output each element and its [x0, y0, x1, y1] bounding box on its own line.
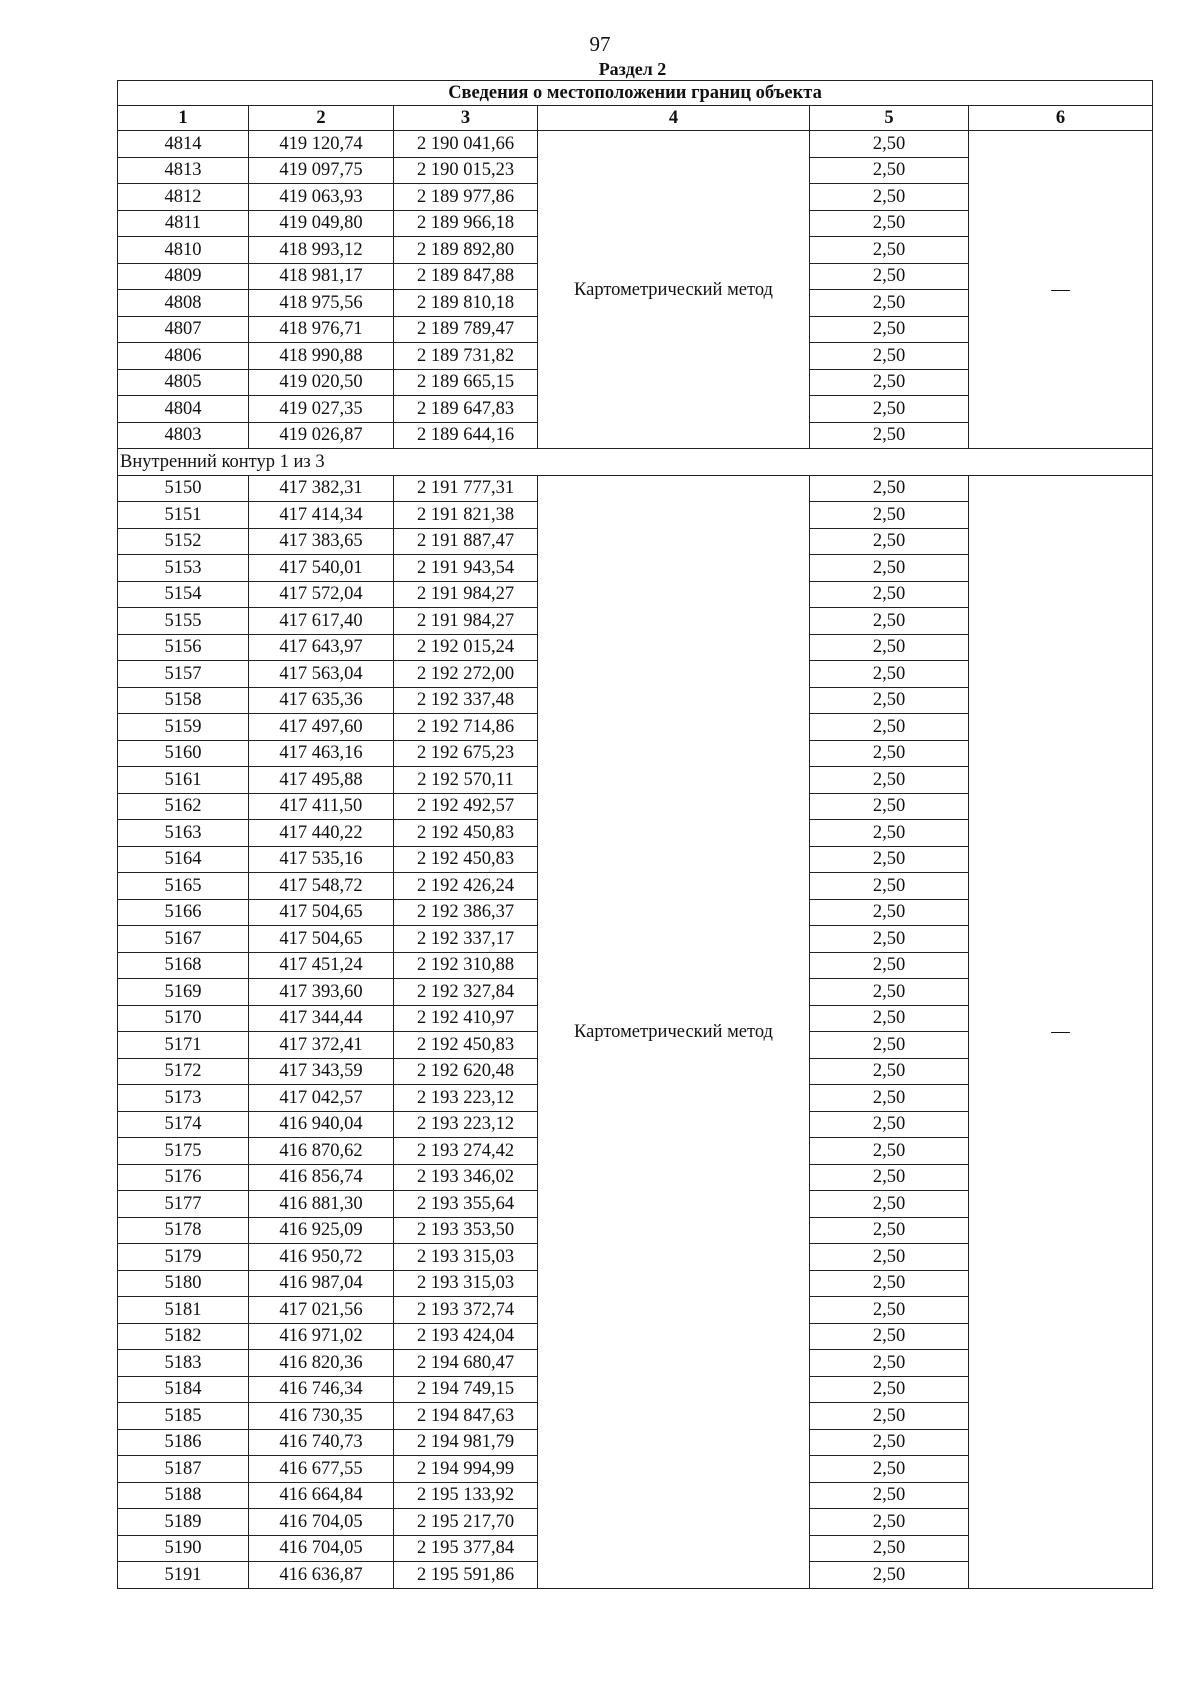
- point-number: 5164: [118, 846, 249, 873]
- accuracy-value: 2,50: [810, 979, 969, 1006]
- point-number: 4804: [118, 396, 249, 423]
- accuracy-value: 2,50: [810, 316, 969, 343]
- accuracy-value: 2,50: [810, 1323, 969, 1350]
- point-number: 5158: [118, 687, 249, 714]
- point-number: 4814: [118, 131, 249, 158]
- x-coordinate: 417 572,04: [249, 581, 394, 608]
- x-coordinate: 417 343,59: [249, 1058, 394, 1085]
- boundary-coordinates-table: [117, 80, 1153, 1589]
- x-coordinate: 417 372,41: [249, 1032, 394, 1059]
- point-number: 5169: [118, 979, 249, 1006]
- point-number: 4810: [118, 237, 249, 264]
- x-coordinate: 416 730,35: [249, 1403, 394, 1430]
- x-coordinate: 417 635,36: [249, 687, 394, 714]
- x-coordinate: 419 027,35: [249, 396, 394, 423]
- y-coordinate: 2 193 223,12: [394, 1111, 538, 1138]
- note-dash: —: [969, 131, 1153, 449]
- x-coordinate: 419 063,93: [249, 184, 394, 211]
- accuracy-value: 2,50: [810, 1138, 969, 1165]
- point-number: 5172: [118, 1058, 249, 1085]
- point-number: 5178: [118, 1217, 249, 1244]
- accuracy-value: 2,50: [810, 1297, 969, 1324]
- y-coordinate: 2 194 994,99: [394, 1456, 538, 1483]
- y-coordinate: 2 192 272,00: [394, 661, 538, 688]
- accuracy-value: 2,50: [810, 634, 969, 661]
- y-coordinate: 2 193 424,04: [394, 1323, 538, 1350]
- x-coordinate: 416 664,84: [249, 1482, 394, 1509]
- x-coordinate: 416 704,05: [249, 1535, 394, 1562]
- determination-method: Картометрический метод: [538, 131, 810, 449]
- x-coordinate: 417 495,88: [249, 767, 394, 794]
- x-coordinate: 416 987,04: [249, 1270, 394, 1297]
- x-coordinate: 416 881,30: [249, 1191, 394, 1218]
- point-number: 5184: [118, 1376, 249, 1403]
- accuracy-value: 2,50: [810, 767, 969, 794]
- y-coordinate: 2 192 310,88: [394, 952, 538, 979]
- x-coordinate: 418 990,88: [249, 343, 394, 370]
- y-coordinate: 2 192 426,24: [394, 873, 538, 900]
- y-coordinate: 2 192 714,86: [394, 714, 538, 741]
- y-coordinate: 2 189 665,15: [394, 369, 538, 396]
- y-coordinate: 2 189 892,80: [394, 237, 538, 264]
- accuracy-value: 2,50: [810, 1376, 969, 1403]
- page-number: 97: [589, 32, 611, 56]
- x-coordinate: 417 535,16: [249, 846, 394, 873]
- x-coordinate: 417 383,65: [249, 528, 394, 555]
- y-coordinate: 2 193 372,74: [394, 1297, 538, 1324]
- y-coordinate: 2 189 977,86: [394, 184, 538, 211]
- determination-method: Картометрический метод: [538, 475, 810, 1588]
- x-coordinate: 419 020,50: [249, 369, 394, 396]
- y-coordinate: 2 193 315,03: [394, 1244, 538, 1271]
- y-coordinate: 2 192 450,83: [394, 846, 538, 873]
- point-number: 5156: [118, 634, 249, 661]
- x-coordinate: 416 746,34: [249, 1376, 394, 1403]
- x-coordinate: 416 856,74: [249, 1164, 394, 1191]
- note-dash: —: [969, 475, 1153, 1588]
- accuracy-value: 2,50: [810, 1509, 969, 1536]
- point-number: 5157: [118, 661, 249, 688]
- y-coordinate: 2 192 675,23: [394, 740, 538, 767]
- point-number: 5153: [118, 555, 249, 582]
- y-coordinate: 2 189 731,82: [394, 343, 538, 370]
- x-coordinate: 417 021,56: [249, 1297, 394, 1324]
- table-row: [118, 475, 1153, 502]
- accuracy-value: 2,50: [810, 1058, 969, 1085]
- point-number: 5152: [118, 528, 249, 555]
- x-coordinate: 418 981,17: [249, 263, 394, 290]
- y-coordinate: 2 189 789,47: [394, 316, 538, 343]
- accuracy-value: 2,50: [810, 846, 969, 873]
- accuracy-value: 2,50: [810, 475, 969, 502]
- accuracy-value: 2,50: [810, 502, 969, 529]
- y-coordinate: 2 193 315,03: [394, 1270, 538, 1297]
- y-coordinate: 2 191 943,54: [394, 555, 538, 582]
- point-number: 5180: [118, 1270, 249, 1297]
- y-coordinate: 2 195 377,84: [394, 1535, 538, 1562]
- y-coordinate: 2 190 041,66: [394, 131, 538, 158]
- y-coordinate: 2 192 492,57: [394, 793, 538, 820]
- y-coordinate: 2 193 353,50: [394, 1217, 538, 1244]
- point-number: 5151: [118, 502, 249, 529]
- x-coordinate: 419 097,75: [249, 157, 394, 184]
- x-coordinate: 417 463,16: [249, 740, 394, 767]
- x-coordinate: 418 976,71: [249, 316, 394, 343]
- y-coordinate: 2 192 450,83: [394, 1032, 538, 1059]
- point-number: 5183: [118, 1350, 249, 1377]
- column-number: 4: [538, 106, 810, 131]
- x-coordinate: 417 643,97: [249, 634, 394, 661]
- point-number: 5166: [118, 899, 249, 926]
- accuracy-value: 2,50: [810, 422, 969, 449]
- point-number: 5187: [118, 1456, 249, 1483]
- y-coordinate: 2 193 346,02: [394, 1164, 538, 1191]
- y-coordinate: 2 192 620,48: [394, 1058, 538, 1085]
- y-coordinate: 2 192 327,84: [394, 979, 538, 1006]
- accuracy-value: 2,50: [810, 1482, 969, 1509]
- x-coordinate: 416 925,09: [249, 1217, 394, 1244]
- y-coordinate: 2 190 015,23: [394, 157, 538, 184]
- point-number: 4803: [118, 422, 249, 449]
- x-coordinate: 419 026,87: [249, 422, 394, 449]
- y-coordinate: 2 192 015,24: [394, 634, 538, 661]
- accuracy-value: 2,50: [810, 1217, 969, 1244]
- y-coordinate: 2 189 644,16: [394, 422, 538, 449]
- x-coordinate: 419 120,74: [249, 131, 394, 158]
- y-coordinate: 2 194 749,15: [394, 1376, 538, 1403]
- accuracy-value: 2,50: [810, 581, 969, 608]
- accuracy-value: 2,50: [810, 1535, 969, 1562]
- x-coordinate: 417 344,44: [249, 1005, 394, 1032]
- y-coordinate: 2 192 337,48: [394, 687, 538, 714]
- accuracy-value: 2,50: [810, 1085, 969, 1112]
- y-coordinate: 2 192 386,37: [394, 899, 538, 926]
- y-coordinate: 2 191 887,47: [394, 528, 538, 555]
- y-coordinate: 2 193 223,12: [394, 1085, 538, 1112]
- point-number: 5167: [118, 926, 249, 953]
- y-coordinate: 2 191 984,27: [394, 608, 538, 635]
- accuracy-value: 2,50: [810, 926, 969, 953]
- point-number: 5174: [118, 1111, 249, 1138]
- accuracy-value: 2,50: [810, 740, 969, 767]
- contour-label-row: [118, 449, 1153, 476]
- table-body: [118, 131, 1153, 1589]
- point-number: 4809: [118, 263, 249, 290]
- accuracy-value: 2,50: [810, 1270, 969, 1297]
- accuracy-value: 2,50: [810, 1111, 969, 1138]
- accuracy-value: 2,50: [810, 714, 969, 741]
- x-coordinate: 416 940,04: [249, 1111, 394, 1138]
- table-row: [118, 131, 1153, 158]
- point-number: 4808: [118, 290, 249, 317]
- x-coordinate: 418 993,12: [249, 237, 394, 264]
- column-number-row: [118, 106, 1153, 131]
- point-number: 5177: [118, 1191, 249, 1218]
- point-number: 5155: [118, 608, 249, 635]
- x-coordinate: 417 042,57: [249, 1085, 394, 1112]
- point-number: 5160: [118, 740, 249, 767]
- x-coordinate: 417 414,34: [249, 502, 394, 529]
- y-coordinate: 2 192 450,83: [394, 820, 538, 847]
- point-number: 5181: [118, 1297, 249, 1324]
- y-coordinate: 2 191 777,31: [394, 475, 538, 502]
- x-coordinate: 417 440,22: [249, 820, 394, 847]
- contour-label: Внутренний контур 1 из 3: [118, 449, 1153, 476]
- accuracy-value: 2,50: [810, 1456, 969, 1483]
- accuracy-value: 2,50: [810, 661, 969, 688]
- y-coordinate: 2 194 847,63: [394, 1403, 538, 1430]
- accuracy-value: 2,50: [810, 1164, 969, 1191]
- point-number: 5159: [118, 714, 249, 741]
- column-number: 5: [810, 106, 969, 131]
- point-number: 4805: [118, 369, 249, 396]
- accuracy-value: 2,50: [810, 1005, 969, 1032]
- accuracy-value: 2,50: [810, 687, 969, 714]
- y-coordinate: 2 189 647,83: [394, 396, 538, 423]
- accuracy-value: 2,50: [810, 1350, 969, 1377]
- x-coordinate: 417 617,40: [249, 608, 394, 635]
- point-number: 5179: [118, 1244, 249, 1271]
- point-number: 5163: [118, 820, 249, 847]
- x-coordinate: 416 950,72: [249, 1244, 394, 1271]
- y-coordinate: 2 191 984,27: [394, 581, 538, 608]
- point-number: 5170: [118, 1005, 249, 1032]
- point-number: 5161: [118, 767, 249, 794]
- accuracy-value: 2,50: [810, 157, 969, 184]
- point-number: 4806: [118, 343, 249, 370]
- y-coordinate: 2 192 570,11: [394, 767, 538, 794]
- accuracy-value: 2,50: [810, 899, 969, 926]
- accuracy-value: 2,50: [810, 820, 969, 847]
- accuracy-value: 2,50: [810, 873, 969, 900]
- y-coordinate: 2 195 591,86: [394, 1562, 538, 1589]
- y-coordinate: 2 192 410,97: [394, 1005, 538, 1032]
- accuracy-value: 2,50: [810, 528, 969, 555]
- x-coordinate: 418 975,56: [249, 290, 394, 317]
- column-number: 1: [118, 106, 249, 131]
- accuracy-value: 2,50: [810, 1191, 969, 1218]
- point-number: 5189: [118, 1509, 249, 1536]
- y-coordinate: 2 191 821,38: [394, 502, 538, 529]
- point-number: 4813: [118, 157, 249, 184]
- point-number: 4812: [118, 184, 249, 211]
- point-number: 5185: [118, 1403, 249, 1430]
- accuracy-value: 2,50: [810, 396, 969, 423]
- point-number: 5168: [118, 952, 249, 979]
- accuracy-value: 2,50: [810, 237, 969, 264]
- x-coordinate: 416 870,62: [249, 1138, 394, 1165]
- x-coordinate: 416 820,36: [249, 1350, 394, 1377]
- point-number: 5188: [118, 1482, 249, 1509]
- x-coordinate: 416 636,87: [249, 1562, 394, 1589]
- column-number: 2: [249, 106, 394, 131]
- accuracy-value: 2,50: [810, 210, 969, 237]
- accuracy-value: 2,50: [810, 369, 969, 396]
- point-number: 5165: [118, 873, 249, 900]
- section-title: Раздел 2: [598, 59, 667, 79]
- point-number: 4811: [118, 210, 249, 237]
- accuracy-value: 2,50: [810, 952, 969, 979]
- x-coordinate: 417 504,65: [249, 926, 394, 953]
- x-coordinate: 416 740,73: [249, 1429, 394, 1456]
- y-coordinate: 2 192 337,17: [394, 926, 538, 953]
- point-number: 5154: [118, 581, 249, 608]
- x-coordinate: 417 497,60: [249, 714, 394, 741]
- table-caption: Сведения о местоположении границ объекта: [118, 81, 1153, 106]
- point-number: 5186: [118, 1429, 249, 1456]
- point-number: 5150: [118, 475, 249, 502]
- point-number: 5176: [118, 1164, 249, 1191]
- accuracy-value: 2,50: [810, 1244, 969, 1271]
- x-coordinate: 417 411,50: [249, 793, 394, 820]
- point-number: 5173: [118, 1085, 249, 1112]
- y-coordinate: 2 193 355,64: [394, 1191, 538, 1218]
- accuracy-value: 2,50: [810, 1562, 969, 1589]
- y-coordinate: 2 194 981,79: [394, 1429, 538, 1456]
- accuracy-value: 2,50: [810, 608, 969, 635]
- x-coordinate: 417 548,72: [249, 873, 394, 900]
- point-number: 5182: [118, 1323, 249, 1350]
- x-coordinate: 417 563,04: [249, 661, 394, 688]
- accuracy-value: 2,50: [810, 131, 969, 158]
- point-number: 5171: [118, 1032, 249, 1059]
- accuracy-value: 2,50: [810, 184, 969, 211]
- x-coordinate: 417 393,60: [249, 979, 394, 1006]
- point-number: 5162: [118, 793, 249, 820]
- y-coordinate: 2 189 847,88: [394, 263, 538, 290]
- y-coordinate: 2 195 217,70: [394, 1509, 538, 1536]
- point-number: 5175: [118, 1138, 249, 1165]
- x-coordinate: 417 504,65: [249, 899, 394, 926]
- accuracy-value: 2,50: [810, 1429, 969, 1456]
- y-coordinate: 2 194 680,47: [394, 1350, 538, 1377]
- x-coordinate: 417 451,24: [249, 952, 394, 979]
- x-coordinate: 416 704,05: [249, 1509, 394, 1536]
- accuracy-value: 2,50: [810, 793, 969, 820]
- point-number: 5191: [118, 1562, 249, 1589]
- y-coordinate: 2 189 966,18: [394, 210, 538, 237]
- accuracy-value: 2,50: [810, 263, 969, 290]
- x-coordinate: 417 540,01: [249, 555, 394, 582]
- column-number: 3: [394, 106, 538, 131]
- point-number: 4807: [118, 316, 249, 343]
- x-coordinate: 419 049,80: [249, 210, 394, 237]
- accuracy-value: 2,50: [810, 1032, 969, 1059]
- accuracy-value: 2,50: [810, 290, 969, 317]
- column-number: 6: [969, 106, 1153, 131]
- x-coordinate: 416 971,02: [249, 1323, 394, 1350]
- accuracy-value: 2,50: [810, 1403, 969, 1430]
- y-coordinate: 2 195 133,92: [394, 1482, 538, 1509]
- x-coordinate: 417 382,31: [249, 475, 394, 502]
- y-coordinate: 2 189 810,18: [394, 290, 538, 317]
- accuracy-value: 2,50: [810, 555, 969, 582]
- y-coordinate: 2 193 274,42: [394, 1138, 538, 1165]
- accuracy-value: 2,50: [810, 343, 969, 370]
- x-coordinate: 416 677,55: [249, 1456, 394, 1483]
- point-number: 5190: [118, 1535, 249, 1562]
